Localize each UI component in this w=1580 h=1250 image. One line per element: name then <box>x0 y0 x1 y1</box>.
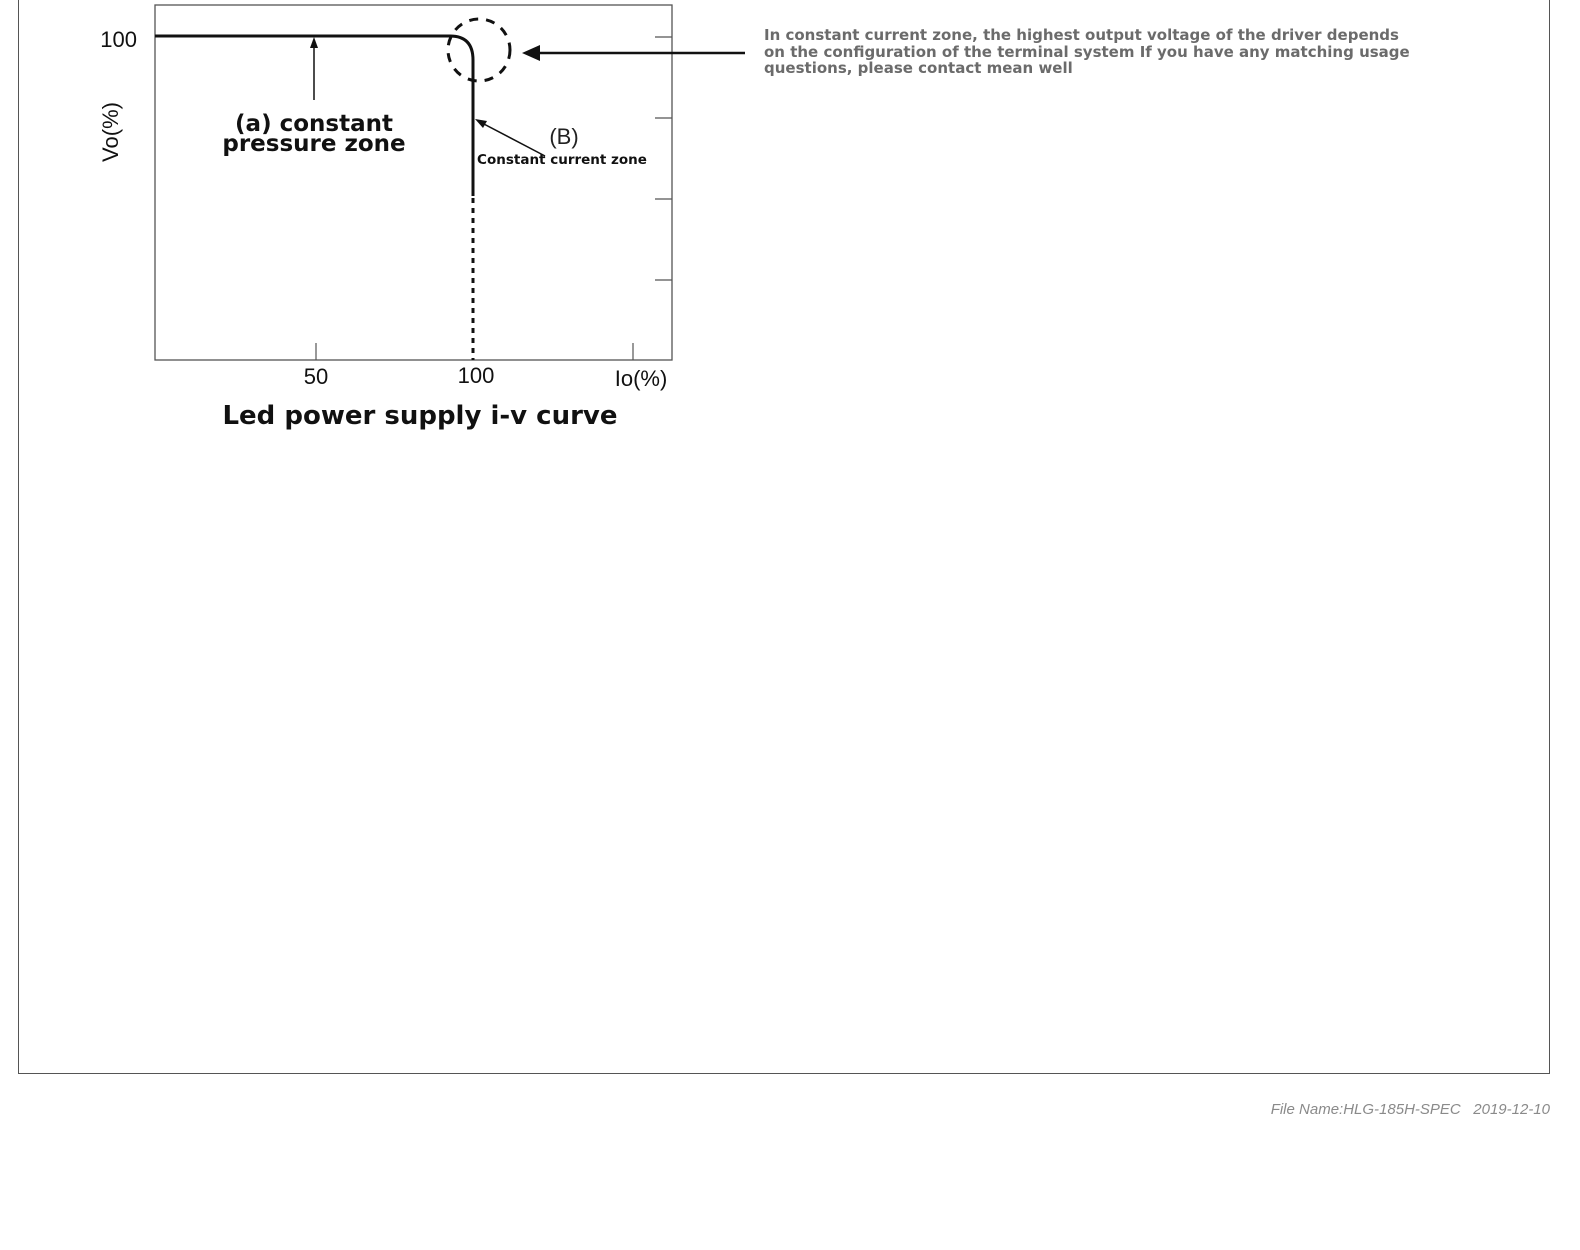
zone-b-marker: (B) <box>549 124 579 149</box>
knee-highlight-circle <box>448 19 510 81</box>
footer-date: 2019-12-10 <box>1473 1101 1550 1118</box>
footer-file-info <box>1271 1101 1550 1118</box>
zone-a-arrow <box>310 37 318 100</box>
zone-a-label-line1: (a) constant <box>235 111 393 137</box>
zone-b-label: Constant current zone <box>477 152 647 168</box>
note-arrow <box>522 45 745 61</box>
y-axis-label: Vo(%) <box>98 102 123 162</box>
x-tick-label-100: 100 <box>457 363 495 388</box>
x-axis-label: Io(%) <box>614 366 668 391</box>
right-ticks <box>655 37 672 280</box>
zone-b-arrow <box>475 119 545 156</box>
y-tick-label-100: 100 <box>100 27 137 52</box>
footer-file-name: File Name:HLG-185H-SPEC <box>1270 1101 1461 1118</box>
diagram-caption: Led power supply i-v curve <box>222 401 618 431</box>
constant-current-note: In constant current zone, the highest output voltage of the driver depends on the configuration of the terminal system If you have any matching usage questions, please contact mean well <box>764 26 1410 77</box>
zone-a-label-line2: pressure zone <box>222 131 406 157</box>
x-tick-label-50: 50 <box>303 364 329 389</box>
plot-frame <box>155 5 672 360</box>
